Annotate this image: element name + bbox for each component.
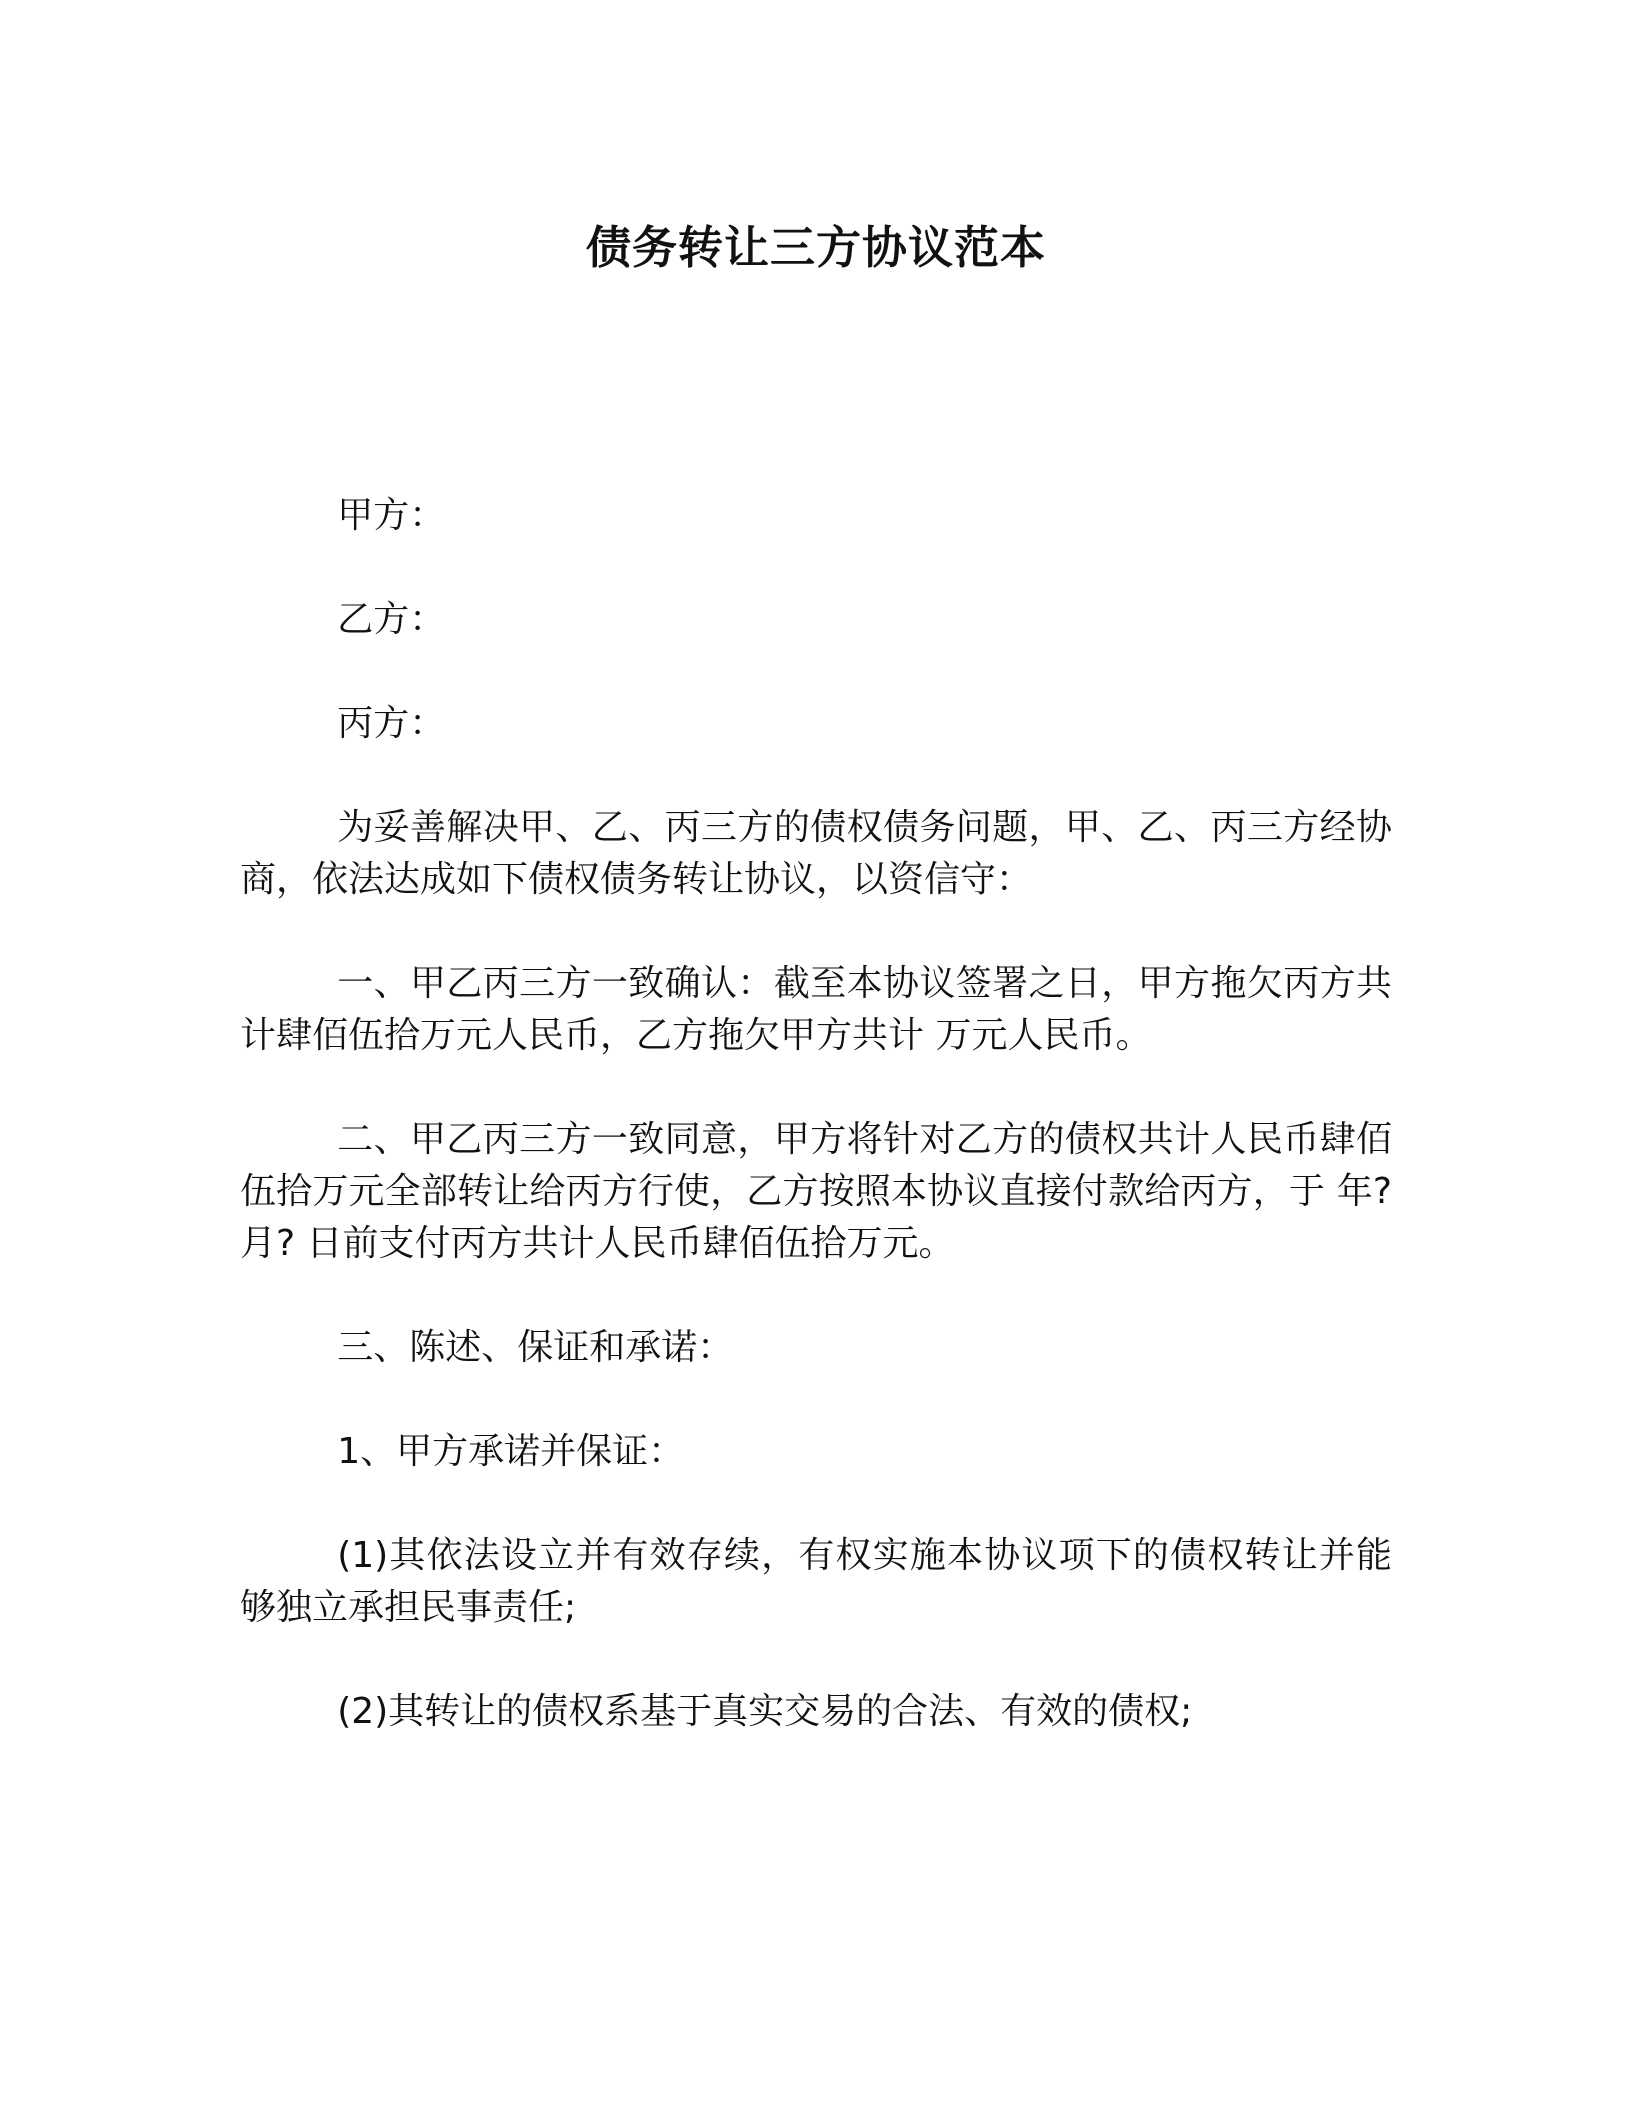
party-c-line: 丙方：: [337, 703, 446, 744]
clause-3-1-item-2: (2)其转让的债权系基于真实交易的合法、有效的债权;: [337, 1691, 1193, 1732]
clause-1-paragraph: 一、甲乙丙三方一致确认：截至本协议签署之日，甲方拖欠丙方共计肆佰伍拾万元人民币，乙方拖欠甲方共计 万元人民币。: [240, 963, 1392, 1056]
clause-3-1-item-1: (1)其依法设立并有效存续，有权实施本协议项下的债权转让并能够独立承担民事责任;: [240, 1535, 1392, 1628]
preamble-paragraph: 为妥善解决甲、乙、丙三方的债权债务问题，甲、乙、丙三方经协商，依法达成如下债权债务转让协议，以资信守：: [240, 807, 1392, 900]
document-body: [240, 490, 1392, 1790]
party-a-line: 甲方：: [337, 495, 446, 536]
clause-3-1-heading: 1、甲方承诺并保证：: [337, 1431, 685, 1472]
clause-2-paragraph: 二、甲乙丙三方一致同意，甲方将针对乙方的债权共计人民币肆佰伍拾万元全部转让给丙方行使，乙方按照本协议直接付款给丙方，于 年? 月? 日前支付丙方共计人民币肆佰伍拾万元。: [240, 1119, 1392, 1264]
party-b-line: 乙方：: [337, 599, 446, 640]
clause-3-heading: 三、陈述、保证和承诺：: [337, 1327, 734, 1368]
document-title: 债务转让三方协议范本: [585, 221, 1046, 274]
